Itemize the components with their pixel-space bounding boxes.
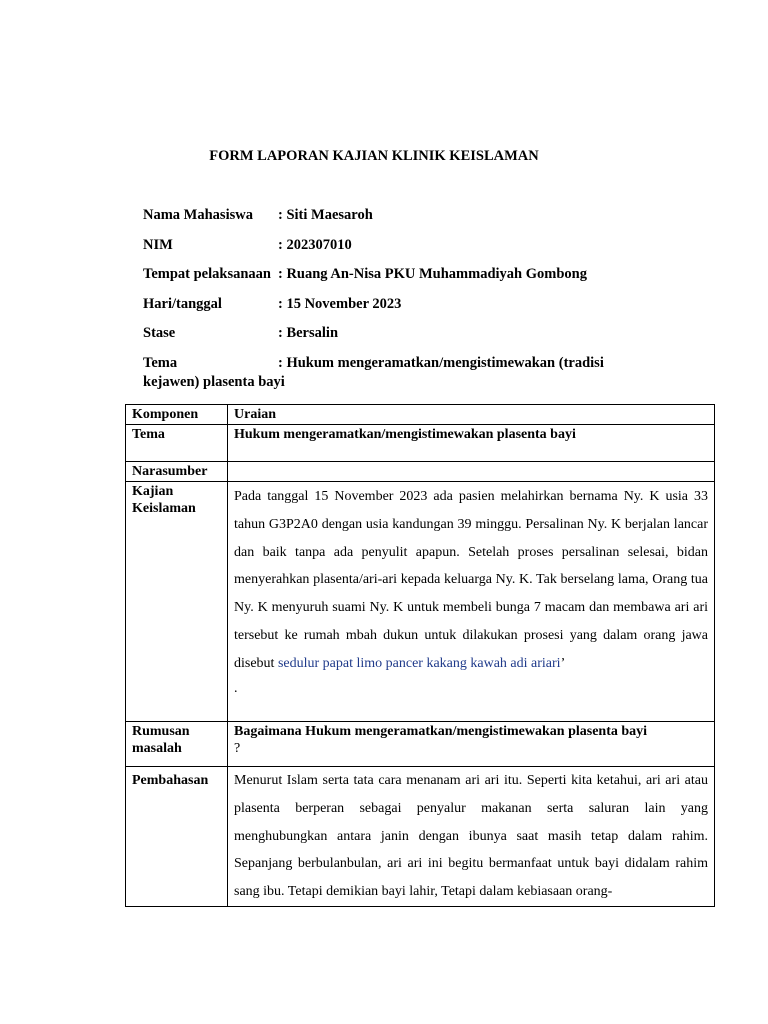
row-tema-label: Tema: [126, 425, 228, 462]
header-komponen: Komponen: [126, 405, 228, 425]
table-row-kajian: [126, 482, 715, 722]
row-kajian-label: [126, 482, 228, 722]
nama-label: Nama Mahasiswa: [143, 207, 253, 223]
table-row-tema: [126, 425, 715, 462]
kajian-label-line-1: Kajian: [132, 484, 174, 499]
nim-value: : 202307010: [278, 237, 352, 253]
kajian-label-line-2: Keislaman: [132, 501, 196, 516]
row-narasumber-value: [228, 462, 715, 482]
pembahasan-paragraph: Menurut Islam serta tata cara menanam ari ari itu. Seperti kita ketahui, ari ari atau plasenta berperan sebagai penyalur makanan serta saluran lain yang menghubungkan antara janin dengan ibunya saat masih tetap dalam rahim. Sepanjang berbulanbulan, ari ari ini begitu bermanfaat untuk bayi didalam rahim sang ibu. Tetapi demikian bayi lahir, Tetapi dalam kebiasaan orang-: [234, 773, 708, 900]
hari-label: Hari/tanggal: [143, 296, 222, 312]
tema-value: : Hukum mengeramatkan/mengistimewakan (tradisi: [278, 355, 604, 371]
row-kajian-value: [228, 482, 715, 722]
row-rumusan-label: [126, 722, 228, 767]
rumusan-label-line-2: masalah: [132, 741, 182, 756]
rumusan-question: Bagaimana Hukum mengeramatkan/mengistimewakan plasenta bayi: [234, 724, 648, 739]
kajian-text-end: ʼ: [560, 655, 566, 671]
header-uraian: Uraian: [228, 405, 715, 425]
nim-label: NIM: [143, 237, 173, 253]
stase-label: Stase: [143, 325, 176, 341]
document-title: FORM LAPORAN KAJIAN KLINIK KEISLAMAN: [209, 148, 539, 164]
kajian-paragraph: [234, 483, 708, 678]
tempat-label: Tempat pelaksanaan: [143, 266, 271, 282]
table-row-rumusan: [126, 722, 715, 767]
row-pembahasan-label: Pembahasan: [126, 767, 228, 907]
table-row-pembahasan: [126, 767, 715, 907]
rumusan-question-mark: ?: [234, 741, 241, 756]
rumusan-label-line-1: Rumusan: [132, 724, 190, 739]
tema-value-continued: kejawen) plasenta bayi: [143, 374, 285, 390]
kajian-table: [125, 404, 715, 907]
stase-value: : Bersalin: [278, 325, 339, 341]
tempat-value: : Ruang An-Nisa PKU Muhammadiyah Gombong: [278, 266, 587, 282]
row-tema-value: Hukum mengeramatkan/mengistimewakan plasenta bayi: [228, 425, 715, 462]
kajian-dot: .: [234, 680, 238, 696]
row-narasumber-label: Narasumber: [126, 462, 228, 482]
nama-value: : Siti Maesaroh: [278, 207, 373, 223]
kajian-text-highlight: sedulur papat limo pancer kakang kawah adi ariari: [277, 655, 561, 671]
row-rumusan-value: [228, 722, 715, 767]
kajian-text: Pada tanggal 15 November 2023 ada pasien melahirkan bernama Ny. K usia 33 tahun G3P2A0 dengan usia kandungan 39 minggu. Persalinan Ny. K berjalan lancar dan baik tanpa ada penyulit apapun. Setelah proses persalinan selesai, bidan menyerahkan plasenta/ari-ari kepada keluarga Ny. K. Tak berselang lama, Orang tua Ny. K menyuruh suami Ny. K untuk membeli bunga 7 macam dan membawa ari ari tersebut ke rumah mbah dukun untuk dilakukan prosesi yang dalam orang jawa disebut: [234, 489, 708, 671]
table-row-narasumber: [126, 462, 715, 482]
table-header-row: [126, 405, 715, 425]
row-pembahasan-value: [228, 767, 715, 907]
hari-value: : 15 November 2023: [278, 296, 402, 312]
tema-label: Tema: [143, 355, 178, 371]
